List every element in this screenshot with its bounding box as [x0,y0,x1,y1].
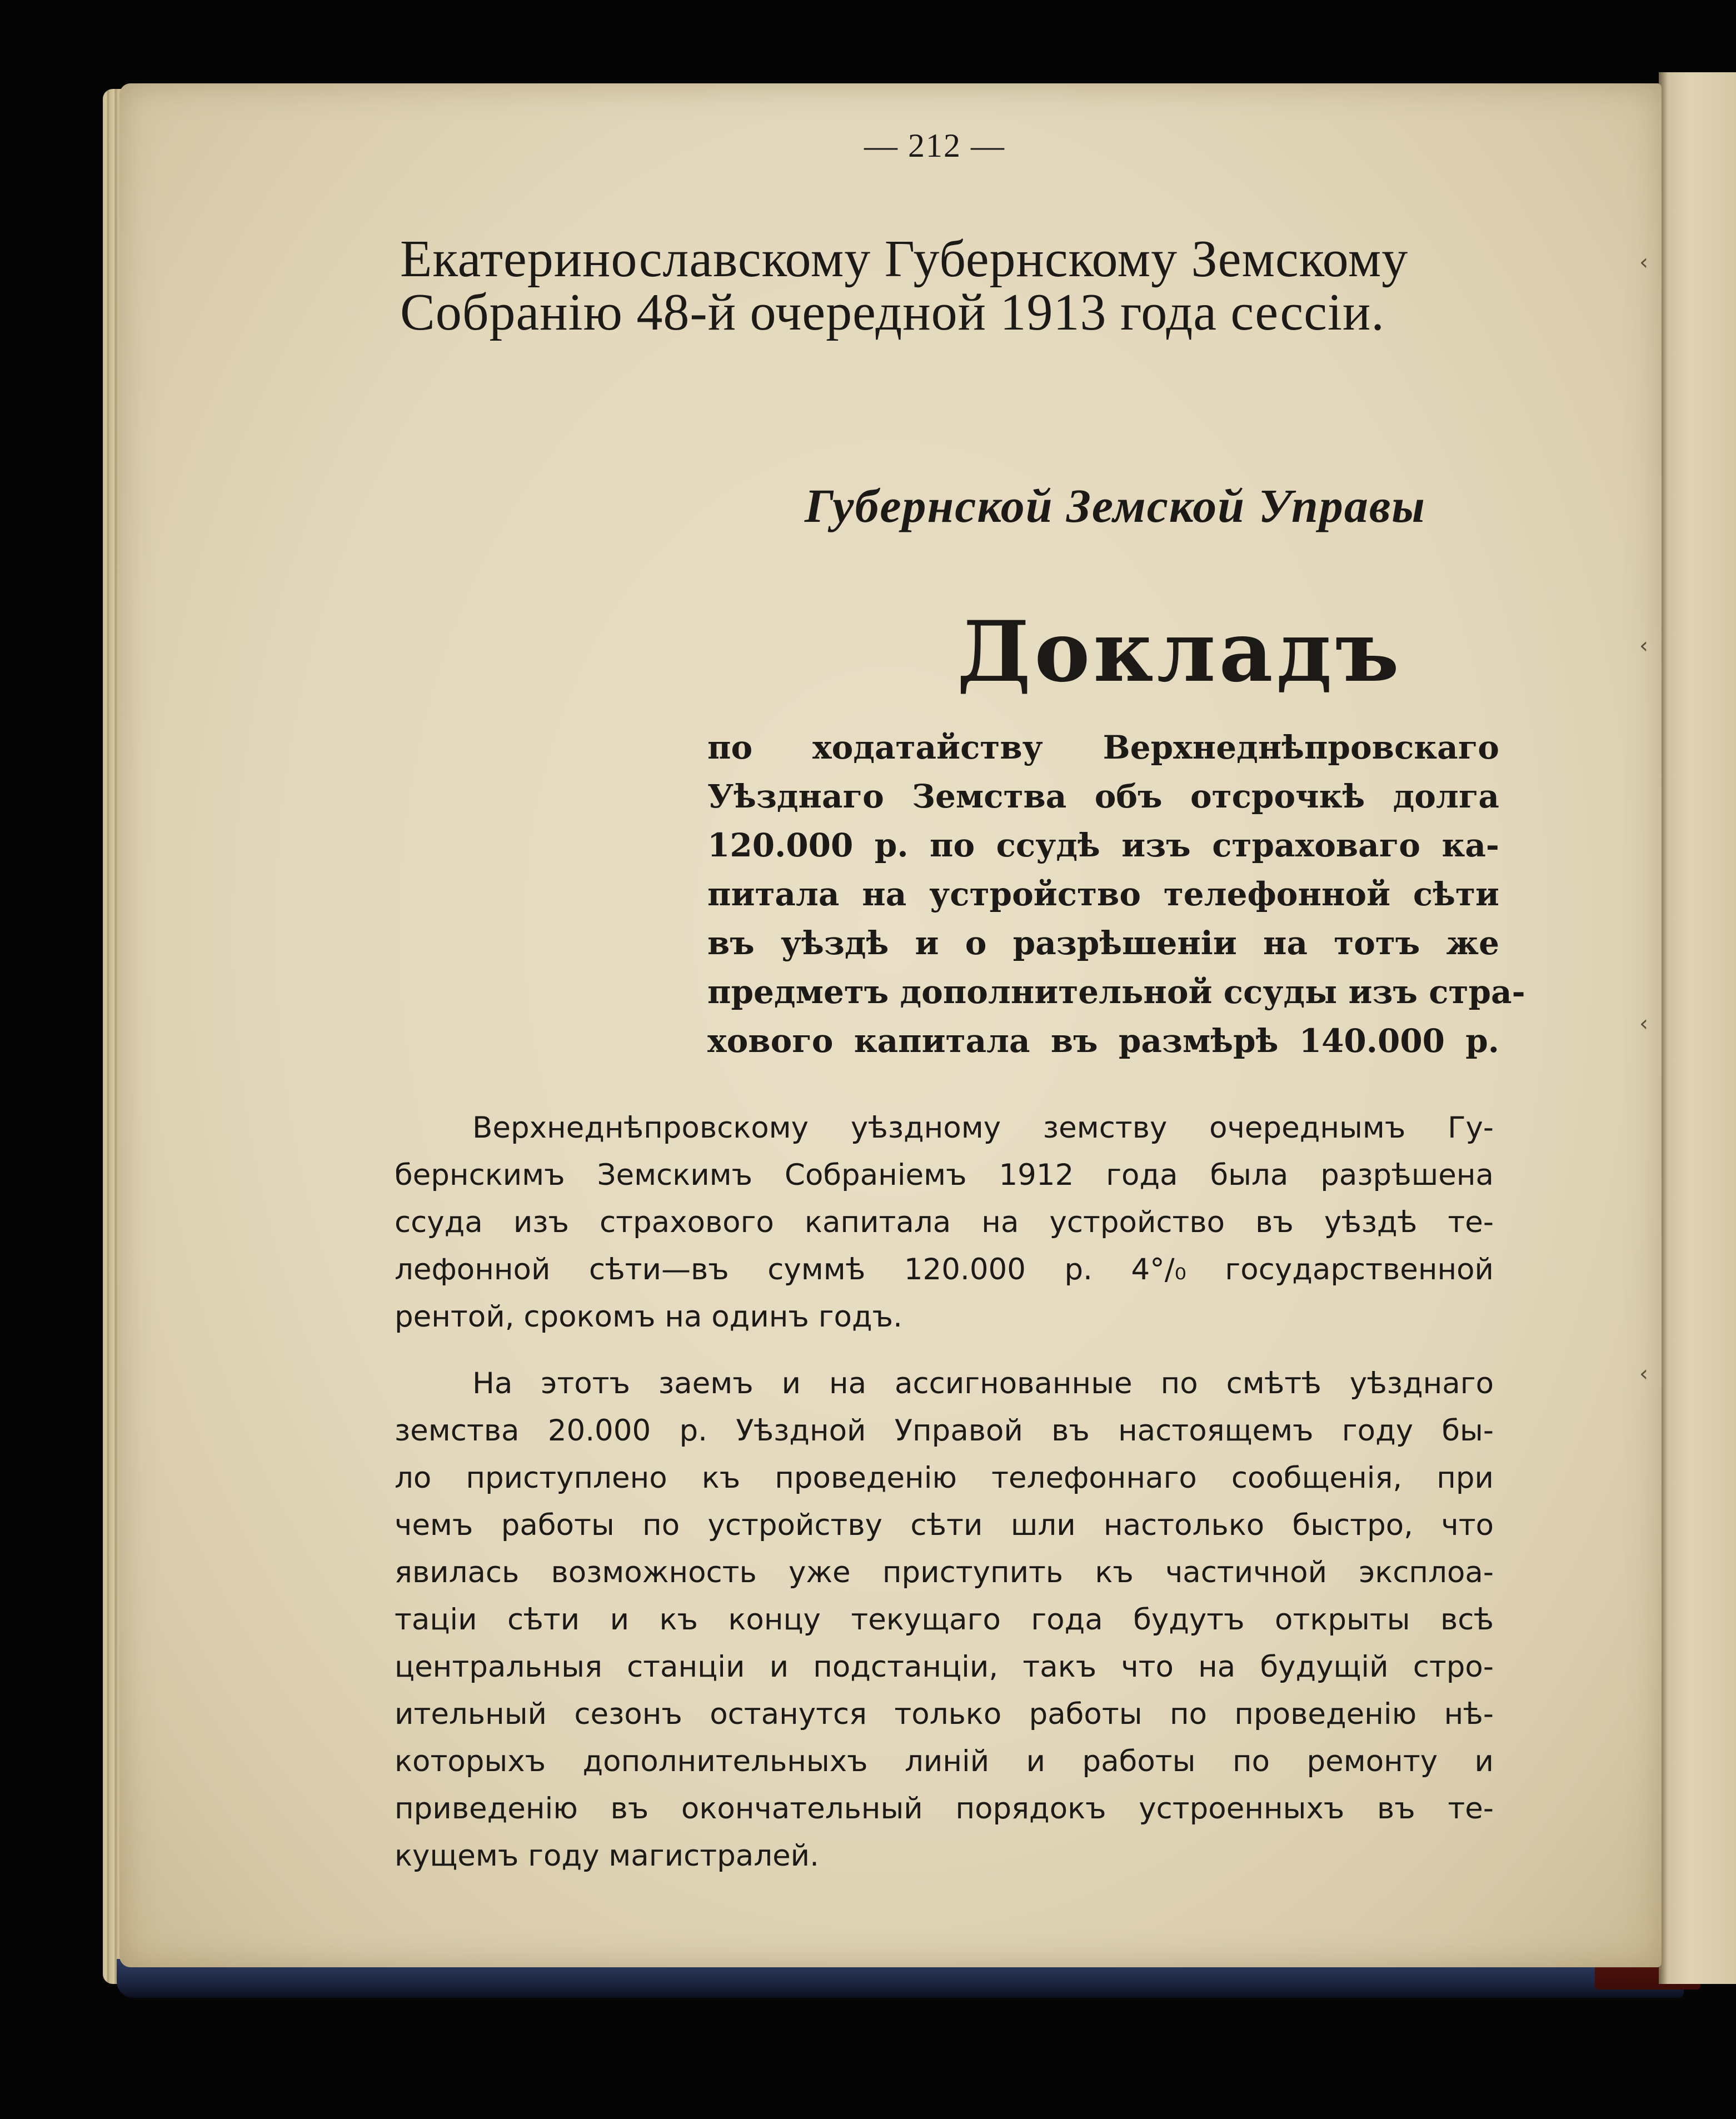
paragraph-line: ло приступлено къ проведенію телефоннаго сообщенія, при [395,1461,1494,1495]
page-number: — 212 — [864,127,1005,164]
paragraph-line: лефонной сѣти—въ суммѣ 120.000 р. 4°/₀ государственной [395,1253,1494,1287]
margin-mark-icon: ‹ [1639,633,1648,659]
subject-line: питала на устройство телефонной сѣти [707,875,1499,913]
subject-line: Уѣзднаго Земства объ отсрочкѣ долга [707,777,1499,815]
margin-mark-icon: ‹ [1639,1011,1648,1036]
paragraph-line: явилась возможность уже приступить къ частичной эксплоа- [395,1555,1494,1589]
subject-line: предметъ дополнительной ссуды изъ стра- [707,973,1525,1011]
subject-line: въ уѣздѣ и о разрѣшеніи на тотъ же [707,924,1499,962]
paragraph-line: чемъ работы по устройству сѣти шли настолько быстро, что [395,1508,1494,1542]
paragraph-line: таціи сѣти и къ концу текущаго года будутъ открыты всѣ [395,1603,1494,1637]
paragraph-line: приведенію въ окончательный порядокъ устроенныхъ въ те- [395,1792,1494,1826]
paragraph-line: ссуда изъ страхового капитала на устройство въ уѣздѣ те- [395,1205,1494,1239]
heading-line: Собранію 48-й очередной 1913 года сессіи. [400,283,1385,341]
subject-line: по ходатайству Верхнеднѣпровскаго [707,729,1499,766]
heading-line: Екатеринославскому Губернскому Земскому [400,230,1409,288]
next-page-edge [1659,72,1736,1984]
issuer-line: Губернской Земской Управы [805,479,1426,532]
paragraph-line: На этотъ заемъ и на ассигнованные по смѣтѣ уѣзднаго [472,1367,1494,1400]
subject-line: 120.000 р. по ссудѣ изъ страховаго ка- [707,826,1499,864]
paragraph-line: земства 20.000 р. Уѣздной Управой въ настоящемъ году бы- [395,1414,1494,1448]
paragraph-line: центральныя станціи и подстанціи, такъ что на будущій стро- [395,1650,1494,1684]
paragraph-line: ительный сезонъ останутся только работы по проведенію нѣ- [395,1697,1494,1731]
margin-mark-icon: ‹ [1639,250,1648,275]
paragraph-line: которыхъ дополнительныхъ линій и работы по ремонту и [395,1744,1494,1778]
paragraph-line: бернскимъ Земскимъ Собраніемъ 1912 года была разрѣшена [395,1158,1494,1192]
margin-mark-icon: ‹ [1639,1361,1648,1387]
paragraph-line: кущемъ году магистралей. [395,1839,819,1873]
paragraph-line: рентой, срокомъ на одинъ годъ. [395,1300,902,1334]
paragraph-line: Верхнеднѣпровскому уѣздному земству очереднымъ Гу- [472,1111,1494,1145]
document-title: Докладъ [957,603,1403,701]
subject-line: хового капитала въ размѣрѣ 140.000 р. [707,1022,1499,1060]
